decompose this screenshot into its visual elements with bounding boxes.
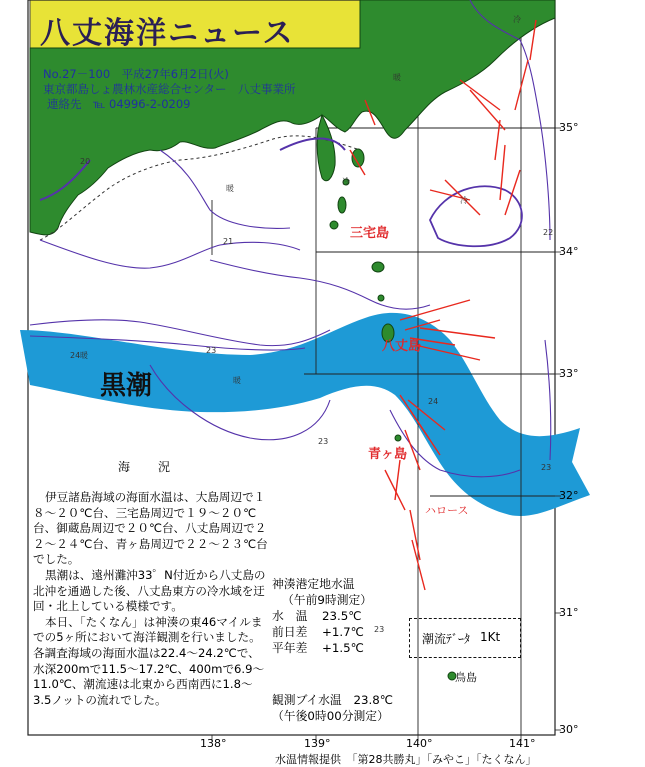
cold-eddy-contour: [430, 186, 522, 246]
aogashima-label: 青ヶ島: [368, 447, 408, 462]
isotherm-label: 24: [428, 397, 439, 406]
buoy-temperature: [272, 692, 393, 724]
harbor-row-label: 平年差: [272, 641, 308, 655]
legend-label: 潮流ﾃﾞｰﾀ: [422, 632, 471, 646]
harbor-temperature: [272, 576, 372, 656]
lon-label: 141°: [509, 737, 536, 750]
harbor-note: （午前9時測定）: [282, 593, 373, 607]
warm-mark: 暖: [233, 376, 241, 385]
harbor-title: 神湊港定地水温: [272, 577, 355, 591]
issue-header: [43, 67, 296, 112]
legend-contour-sample: 23: [374, 625, 385, 634]
harbor-row: [272, 640, 372, 656]
isotherm-label: 23: [206, 346, 217, 355]
buoy-note: （午後0時00分測定）: [272, 709, 389, 723]
isotherm-label: 20: [80, 157, 91, 166]
kozu-island: [330, 221, 338, 229]
legend-scale: 1Kt: [480, 630, 501, 644]
kuroshio-band: [20, 313, 590, 516]
cold-mark: 冷: [513, 15, 521, 24]
isotherm-label: 21: [223, 237, 234, 246]
lat-label: 31°: [559, 606, 579, 619]
harbor-row-label: 前日差: [272, 625, 308, 639]
harbor-row-value: 23.5℃: [322, 609, 362, 623]
organization: 東京都島しょ農林水産総合センター 八丈事業所: [43, 82, 296, 96]
lon-label: 140°: [406, 737, 433, 750]
isotherm-label: 23: [318, 437, 329, 446]
page-title: 八丈海洋ニュース: [40, 16, 295, 51]
lat-label: 35°: [559, 121, 579, 134]
torishima-label: 鳥島: [455, 671, 477, 684]
harbor-row: [272, 624, 372, 640]
current-legend: [409, 618, 521, 658]
sea-condition-report: [33, 490, 269, 708]
cold-mark: 冷: [460, 196, 468, 205]
miyake-island: [372, 262, 384, 272]
lat-label: 30°: [559, 723, 579, 736]
aogashima-island: [395, 435, 401, 441]
miyake-label: 三宅島: [350, 226, 390, 241]
harbor-row-value: +1.7℃: [322, 625, 364, 639]
harbor-row: [272, 608, 372, 624]
izu-peninsula: [317, 115, 335, 181]
cold-mark: 冷: [342, 177, 350, 186]
lon-label: 139°: [304, 737, 331, 750]
warm-mark: 暖: [226, 184, 234, 193]
harbor-row-value: +1.5℃: [322, 641, 364, 655]
isotherm-label: 24: [70, 351, 81, 360]
section-title: 海 況: [118, 460, 179, 474]
isotherm-label: 23: [541, 463, 552, 472]
lon-label: 138°: [200, 737, 227, 750]
issue-number: No.27－100 平成27年6月2日(火): [43, 67, 229, 81]
data-provider-footer: 水温情報提供 「第28共勝丸」「みやこ」「たくなん」: [275, 753, 537, 766]
isotherm-label: 22: [543, 228, 554, 237]
harbor-row-label: 水 温: [272, 609, 308, 623]
kuroshio-label: 黒潮: [100, 371, 153, 401]
contact: 連絡先 ℡ 04996-2-0209: [47, 97, 191, 111]
lat-label: 32°: [559, 489, 579, 502]
mikura-island: [378, 295, 384, 301]
niijima-island: [338, 197, 346, 213]
report-paragraph: 本日、「たくなん」は神湊の東46マイルまでの5ヶ所において海洋観測を行いました。各調査海域の海面水温は22.4～24.2℃で、水深200mで11.5～17.2℃、400mで6.9～11.0℃、潮流速は北東から西南西に1.8～3.5ノットの流れでした。: [33, 614, 265, 707]
lat-label: 34°: [559, 245, 579, 258]
lat-label: 33°: [559, 367, 579, 380]
harose-label: ハロース: [425, 504, 469, 517]
hachijo-label: 八丈島: [382, 339, 422, 354]
report-paragraph: 伊豆諸島海域の海面水温は、大島周辺で１８～２０℃台、三宅島周辺で１９～２０℃台、御蔵島周辺で２０℃台、八丈島周辺で２２～２４℃台、青ヶ島周辺で２２～２３℃台でした。: [33, 490, 268, 567]
warm-mark: 暖: [80, 351, 88, 360]
report-paragraph: 黒潮は、遠州灘沖33゜N付近から八丈島の北沖を通過した後、八丈島東方の冷水域を迂回・北上している模様です。: [33, 567, 266, 614]
warm-mark: 暖: [393, 73, 401, 82]
buoy-title: 観測ブイ水温 23.8℃: [272, 693, 394, 707]
